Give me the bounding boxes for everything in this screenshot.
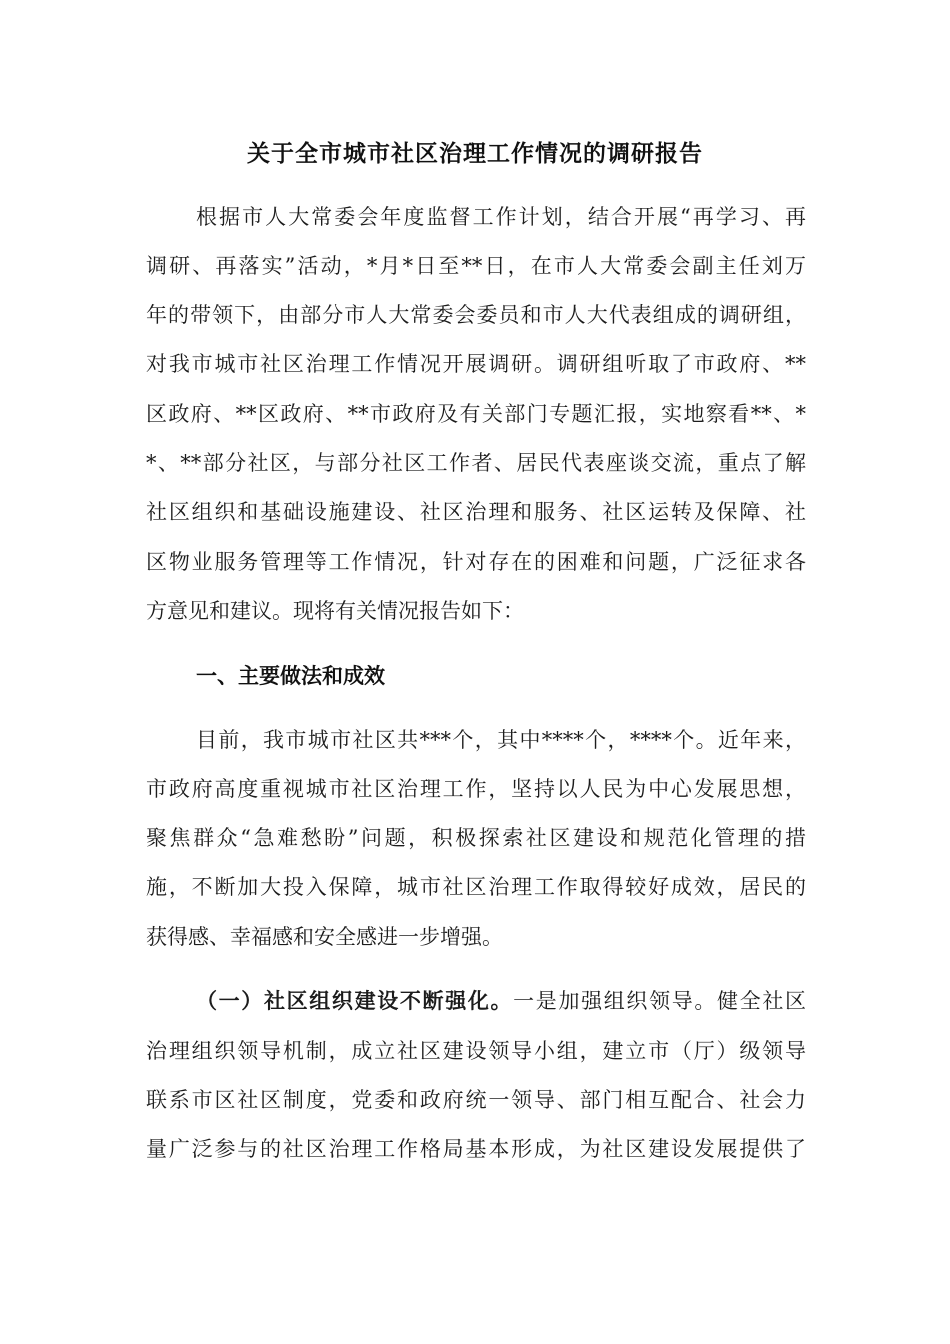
subsection-lead: （一）社区组织建设不断强化。 xyxy=(196,988,514,1013)
paragraph-line: *、**部分社区，与部分社区工作者、居民代表座谈交流，重点了解 xyxy=(146,451,806,475)
paragraph-line: 年的带领下，由部分市人大常委会委员和市人大代表组成的调研组， xyxy=(146,303,806,327)
paragraph-line: 调研、再落实”活动，*月*日至**日，在市人大常委会副主任刘万 xyxy=(146,254,806,278)
paragraph-line: 施，不断加大投入保障，城市社区治理工作取得较好成效，居民的 xyxy=(146,875,806,899)
paragraph-line: 区政府、**区政府、**市政府及有关部门专题汇报，实地察看**、* xyxy=(146,402,806,426)
paragraph-line xyxy=(196,976,806,1026)
paragraph-line: 方意见和建议。现将有关情况报告如下： xyxy=(146,599,524,623)
paragraph-line: 治理组织领导机制，成立社区建设领导小组，建立市（厅）级领导 xyxy=(146,1039,806,1063)
paragraph-line: 聚焦群众“急难愁盼”问题，积极探索社区建设和规范化管理的措 xyxy=(146,826,806,850)
paragraph-line: 对我市城市社区治理工作情况开展调研。调研组听取了市政府、** xyxy=(146,352,806,376)
paragraph-line: 目前，我市城市社区共***个，其中****个，****个。近年来， xyxy=(196,728,806,752)
paragraph-line: 根据市人大常委会年度监督工作计划，结合开展“再学习、再 xyxy=(196,205,806,229)
document-title: 关于全市城市社区治理工作情况的调研报告 xyxy=(247,140,703,167)
paragraph-line: 联系市区社区制度，党委和政府统一领导、部门相互配合、社会力 xyxy=(146,1088,806,1112)
section-heading: 一、主要做法和成效 xyxy=(196,663,385,688)
paragraph-text: 一是加强组织领导。健全社区 xyxy=(513,989,807,1013)
paragraph-line: 量广泛参与的社区治理工作格局基本形成，为社区建设发展提供了 xyxy=(146,1137,806,1161)
paragraph-line: 市政府高度重视城市社区治理工作，坚持以人民为中心发展思想， xyxy=(146,777,806,801)
paragraph-line: 社区组织和基础设施建设、社区治理和服务、社区运转及保障、社 xyxy=(146,500,806,524)
paragraph-line: 区物业服务管理等工作情况，针对存在的困难和问题，广泛征求各 xyxy=(146,550,806,574)
paragraph-line: 获得感、幸福感和安全感进一步增强。 xyxy=(146,925,503,949)
